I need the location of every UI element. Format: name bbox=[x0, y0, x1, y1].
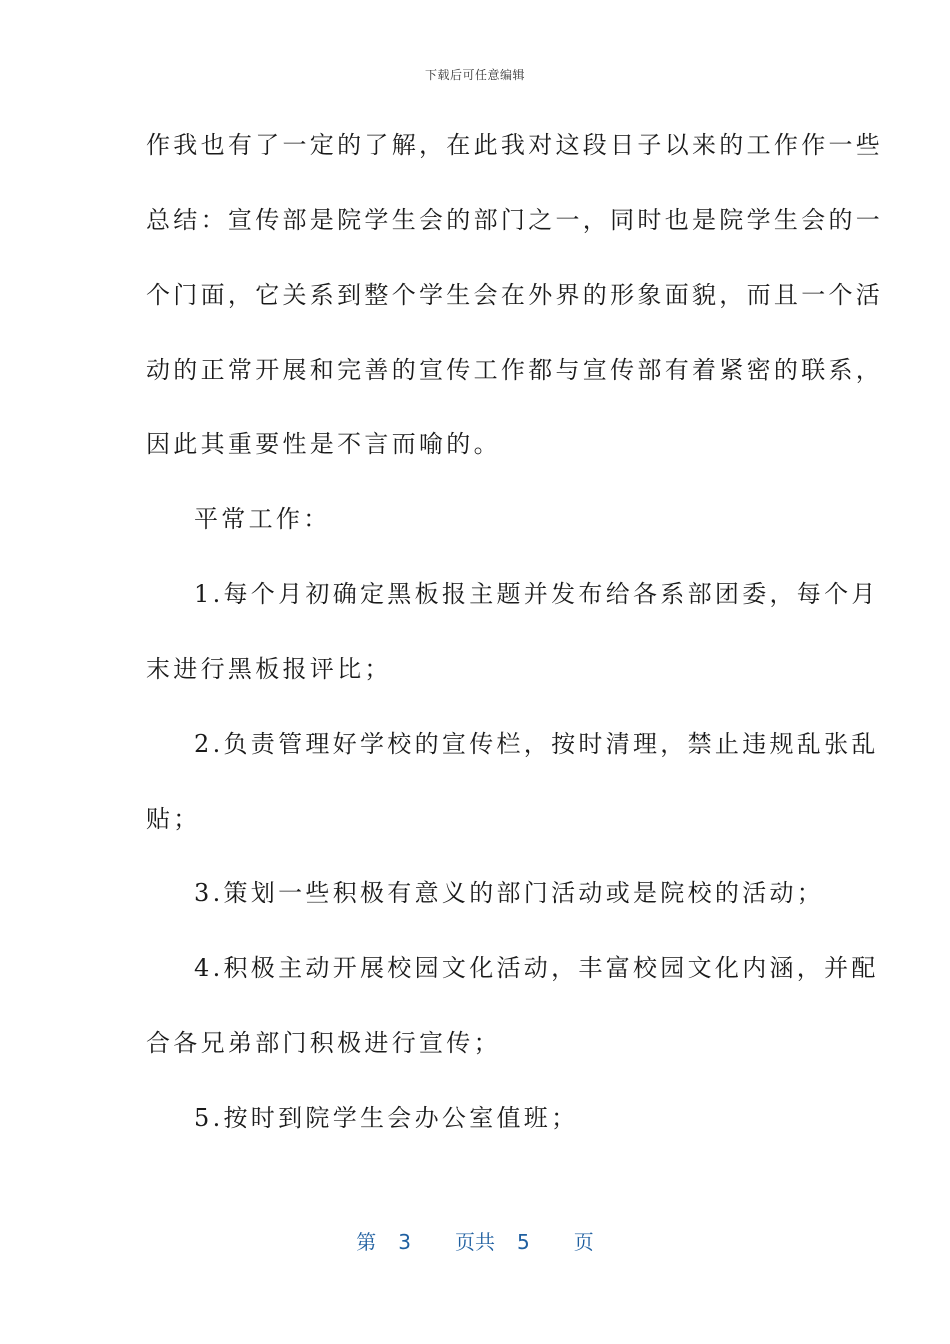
body-line: 个门面，它关系到整个学生会在外界的形象面貌，而且一个活 bbox=[146, 281, 884, 309]
list-item: 2.负责管理好学校的宣传栏，按时清理，禁止违规乱张乱 bbox=[194, 730, 879, 758]
body-line: 因此其重要性是不言而喻的。 bbox=[146, 430, 501, 458]
list-item-continuation: 末进行黑板报评比； bbox=[146, 655, 392, 683]
list-item: 5.按时到院学生会办公室值班； bbox=[194, 1104, 579, 1132]
page-label-prefix: 第 bbox=[356, 1230, 377, 1254]
body-line: 动的正常开展和完善的宣传工作都与宣传部有着紧密的联系， bbox=[146, 356, 884, 384]
page-label-mid: 页共 bbox=[455, 1230, 495, 1254]
list-item: 3.策划一些积极有意义的部门活动或是院校的活动； bbox=[194, 879, 825, 907]
total-pages-number: 5 bbox=[517, 1230, 530, 1254]
body-line: 总结：宣传部是院学生会的部门之一，同时也是院学生会的一 bbox=[146, 206, 884, 234]
page-label-suffix: 页 bbox=[573, 1230, 594, 1254]
section-heading: 平常工作： bbox=[194, 505, 331, 533]
page-header: 下载后可任意编辑 bbox=[424, 68, 525, 82]
current-page-number: 3 bbox=[398, 1230, 411, 1254]
body-line: 作我也有了一定的了解，在此我对这段日子以来的工作作一些 bbox=[146, 131, 884, 159]
page-footer bbox=[0, 1226, 950, 1255]
list-item: 4.积极主动开展校园文化活动，丰富校园文化内涵，并配 bbox=[194, 954, 879, 982]
list-item-continuation: 贴； bbox=[146, 805, 201, 833]
list-item: 1.每个月初确定黑板报主题并发布给各系部团委，每个月 bbox=[194, 580, 879, 608]
list-item-continuation: 合各兄弟部门积极进行宣传； bbox=[146, 1029, 501, 1057]
